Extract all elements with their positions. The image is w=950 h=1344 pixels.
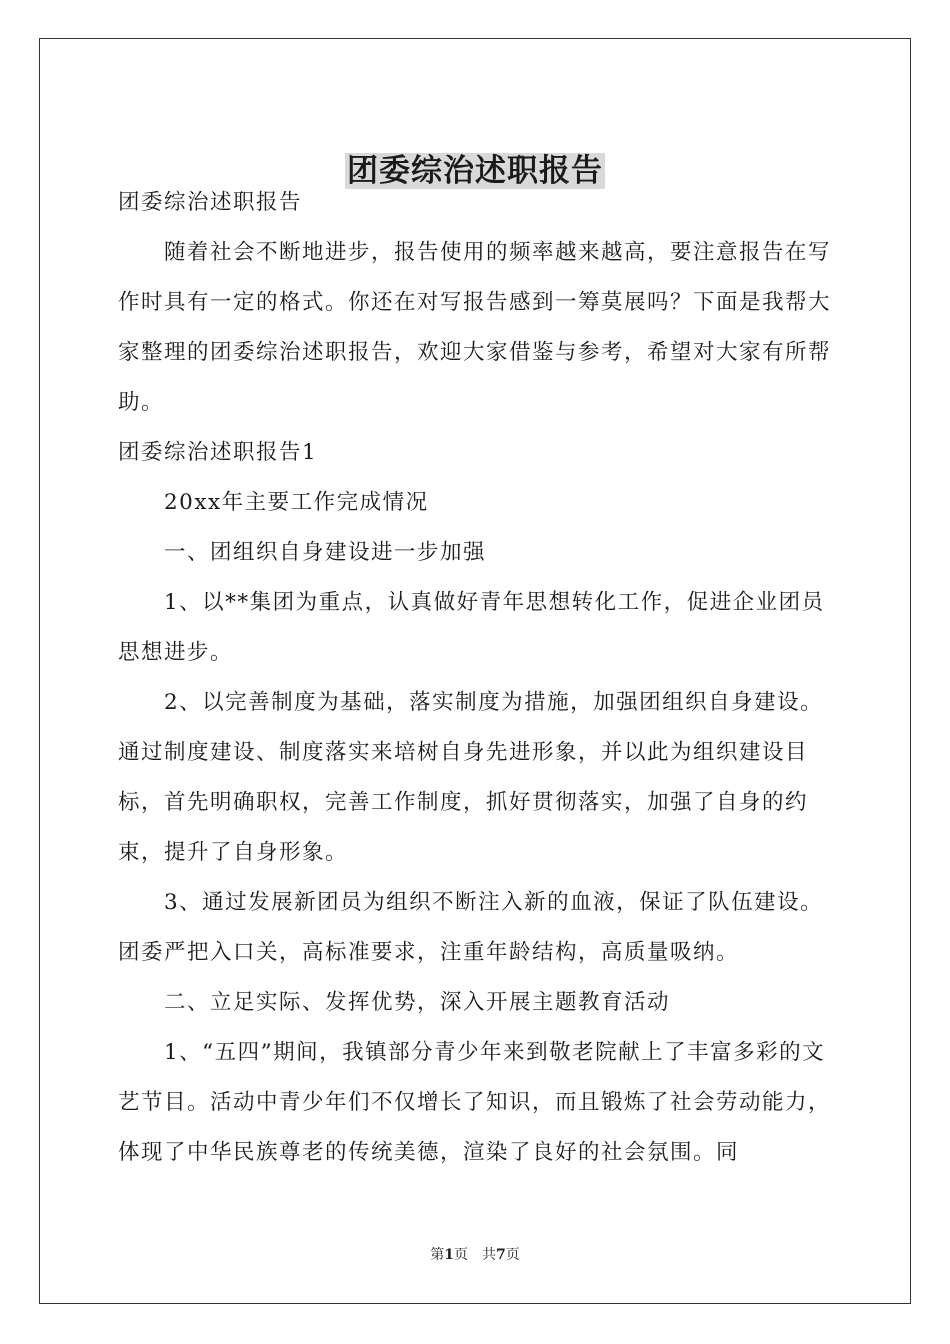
paragraph: 20xx年主要工作完成情况 bbox=[164, 490, 429, 515]
document-body bbox=[118, 178, 838, 1178]
page-label-mid: 页 共 bbox=[454, 1247, 496, 1263]
paragraph: 3、通过发展新团员为组织不断注入新的血液，保证了队伍建设。团委严把入口关，高标准要求，注重年龄结构，高质量吸纳。 bbox=[118, 890, 824, 965]
page-total: 7 bbox=[496, 1247, 506, 1263]
page-label-prefix: 第 bbox=[430, 1247, 445, 1263]
paragraph: 二、立足实际、发挥优势，深入开展主题教育活动 bbox=[164, 990, 671, 1015]
paragraph: 2、以完善制度为基础，落实制度为措施，加强团组织自身建设。通过制度建设、制度落实来培树自身先进形象，并以此为组织建设目标，首先明确职权，完善工作制度，抓好贯彻落实，加强了自身的约束，提升了自身形象。 bbox=[118, 690, 824, 865]
paragraph: 1、以**集团为重点，认真做好青年思想转化工作，促进企业团员思想进步。 bbox=[118, 590, 825, 665]
paragraph: 1、“五四”期间，我镇部分青少年来到敬老院献上了丰富多彩的文艺节目。活动中青少年们不仅增长了知识，而且锻炼了社会劳动能力，体现了中华民族尊老的传统美德，渲染了良好的社会氛围。同 bbox=[118, 1040, 832, 1165]
page-current: 1 bbox=[444, 1247, 454, 1263]
document-title-text: 团委综治述职报告 bbox=[347, 152, 603, 189]
paragraph: 一、团组织自身建设进一步加强 bbox=[164, 540, 487, 565]
page-footer bbox=[0, 1245, 950, 1265]
paragraph: 随着社会不断地进步，报告使用的频率越来越高，要注意报告在写作时具有一定的格式。你还在对写报告感到一筹莫展吗？下面是我帮大家整理的团委综治述职报告，欢迎大家借鉴与参考，希望对大家有所帮助。 bbox=[118, 240, 832, 415]
paragraph: 团委综治述职报告 bbox=[118, 190, 303, 215]
page-label-suffix: 页 bbox=[505, 1247, 520, 1263]
paragraph: 团委综治述职报告1 bbox=[118, 440, 318, 465]
